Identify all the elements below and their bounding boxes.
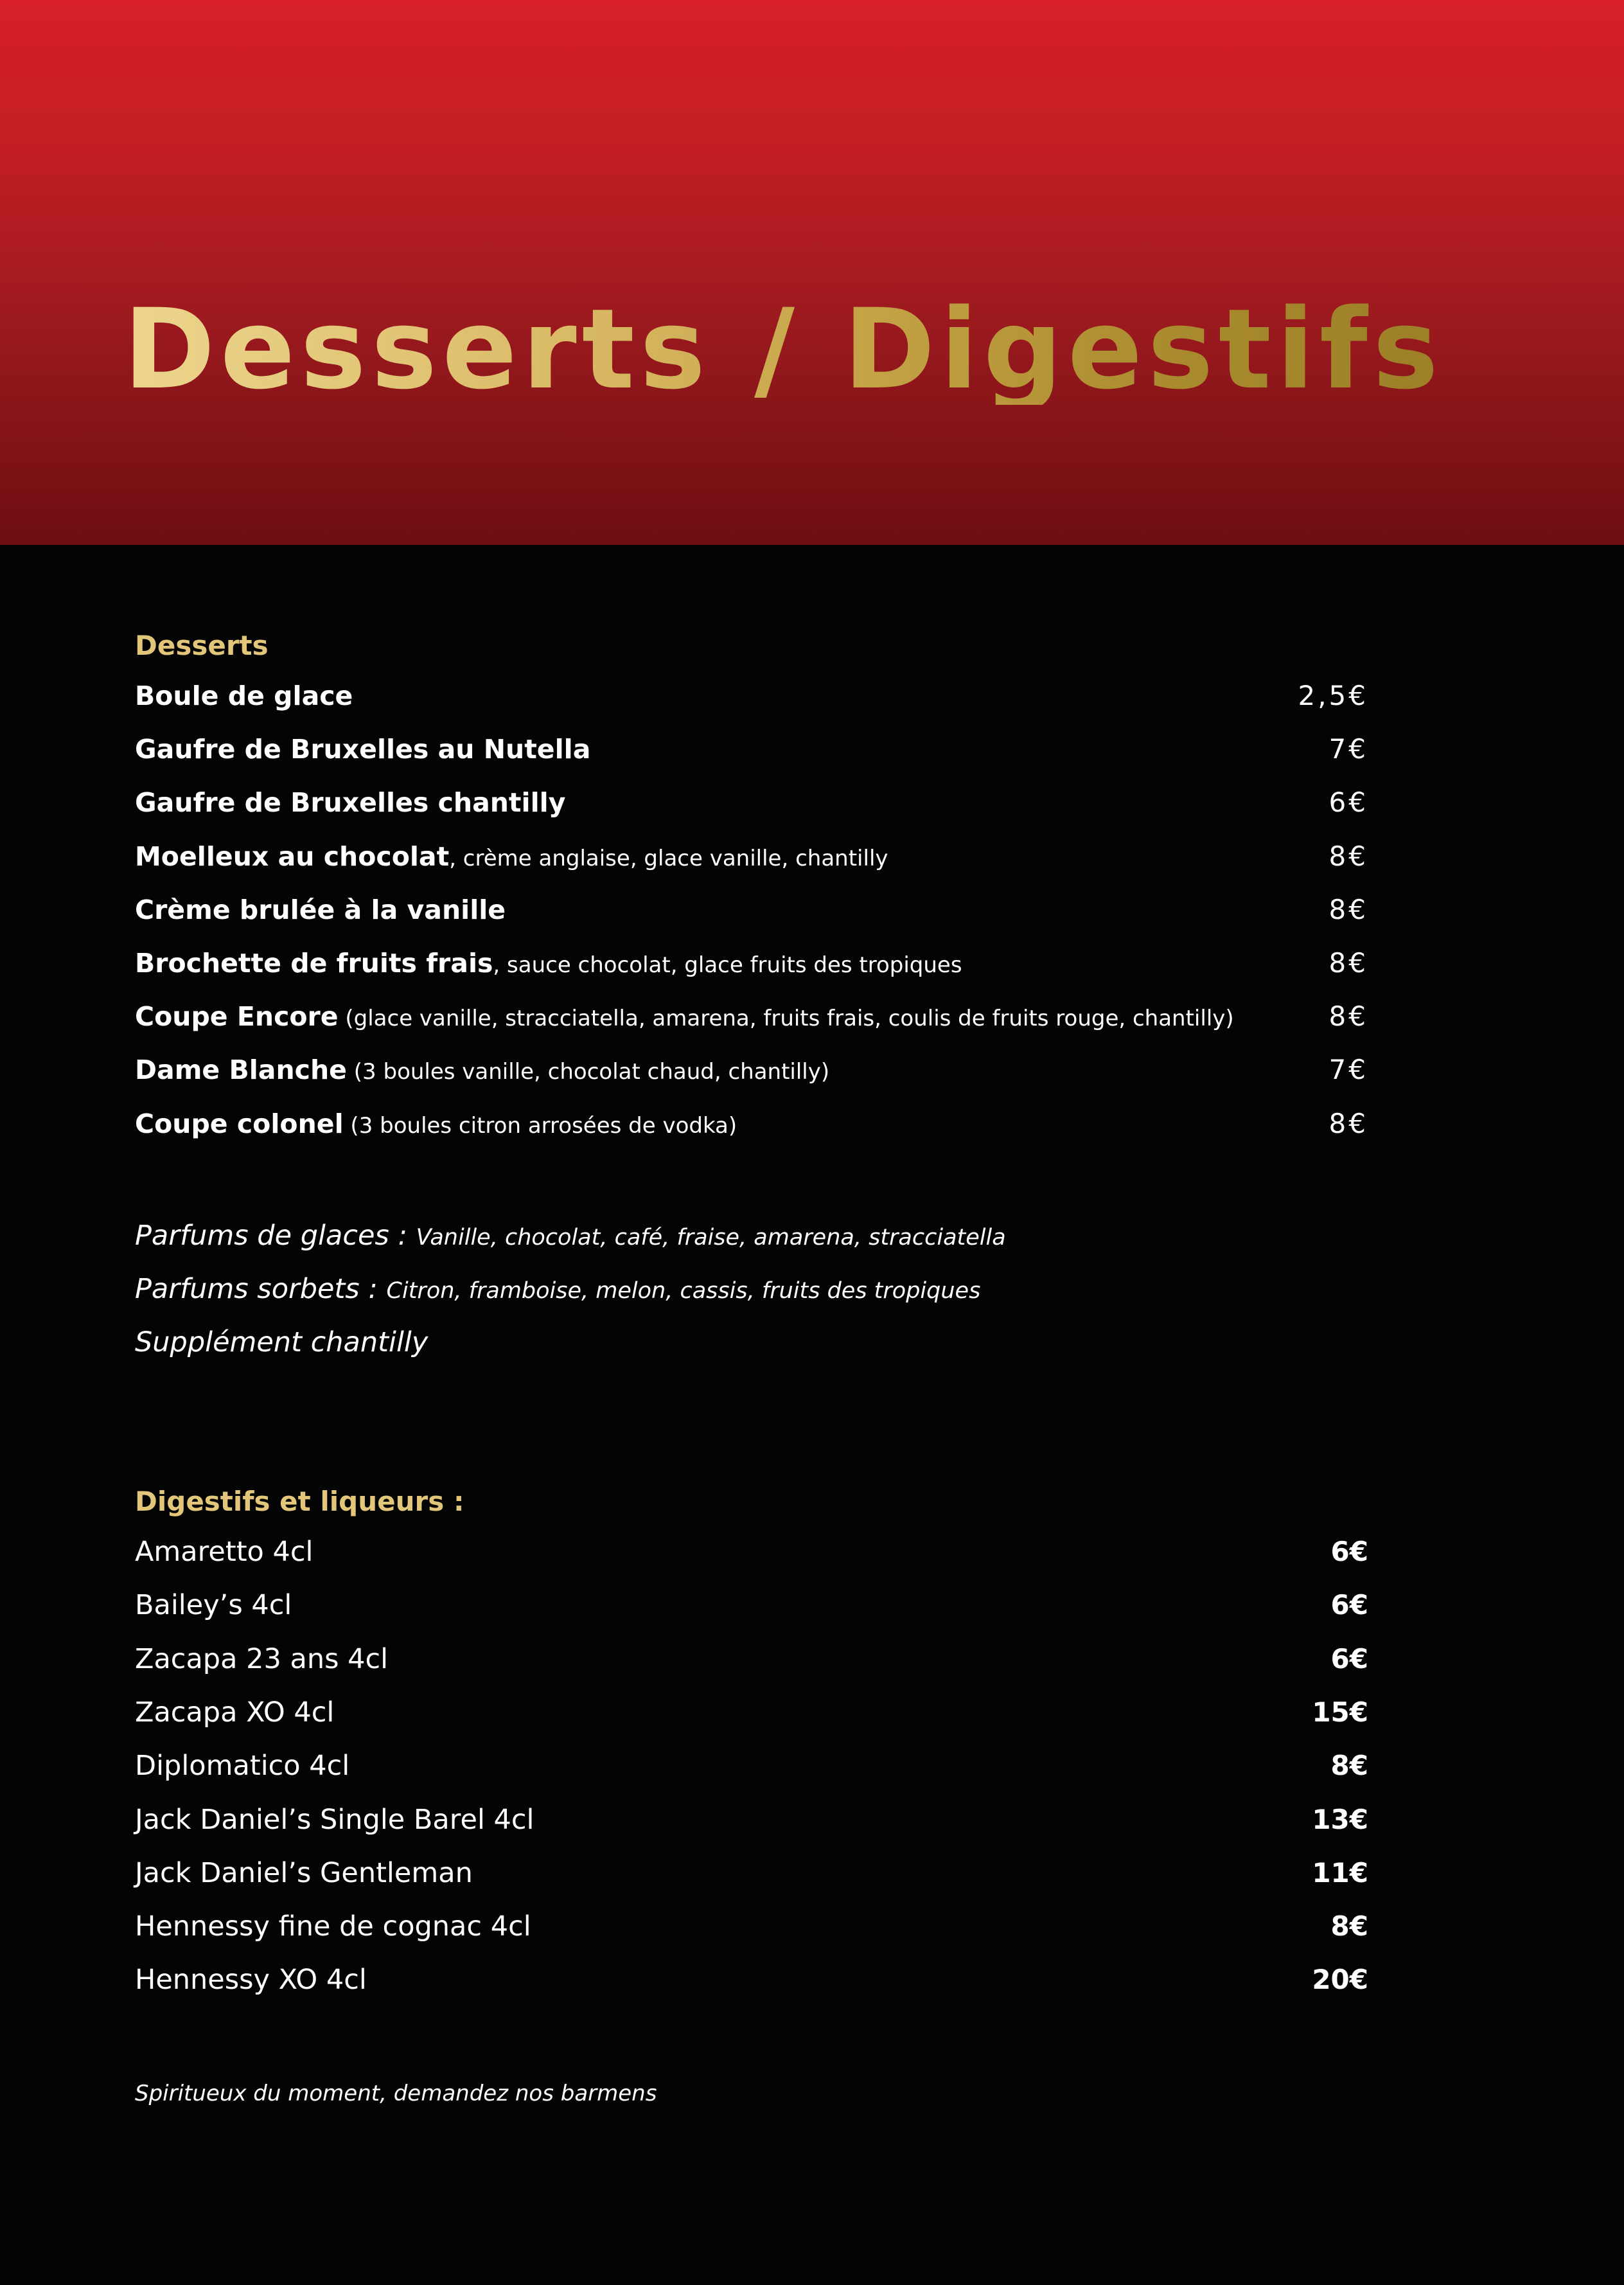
- digestif-item: [135, 1696, 1368, 1735]
- digestif-item: [135, 1750, 1368, 1788]
- digestif-item-price: 11€: [1312, 1856, 1368, 1889]
- digestif-item-name: Hennessy XO 4cl: [135, 1964, 367, 1996]
- dessert-item: [135, 680, 1368, 718]
- dessert-item: [135, 947, 1368, 986]
- dessert-item: [135, 894, 1368, 932]
- digestif-item-price: 6€: [1330, 1589, 1368, 1621]
- flavours-note-label: Parfums de glaces :: [135, 1220, 416, 1252]
- dessert-item-description: (3 boules vanille, chocolat chaud, chantilly): [346, 1059, 830, 1085]
- digestif-item-price: 13€: [1312, 1803, 1368, 1835]
- digestif-item-name: Jack Daniel’s Gentleman: [135, 1856, 473, 1889]
- dessert-item-text: [135, 1108, 737, 1139]
- digestif-item-price: 6€: [1330, 1536, 1368, 1567]
- dessert-item-name: Dame Blanche: [135, 1054, 347, 1086]
- flavours-note: [135, 1220, 1006, 1252]
- digestif-item-name: Amaretto 4cl: [135, 1536, 313, 1568]
- dessert-item: [135, 1108, 1368, 1146]
- digestif-item-name: Zacapa XO 4cl: [135, 1696, 335, 1729]
- dessert-item-name: Gaufre de Bruxelles chantilly: [135, 787, 566, 819]
- header-banner: [0, 0, 1624, 545]
- digestif-item-price: 6€: [1330, 1642, 1368, 1675]
- dessert-item-text: [135, 680, 353, 711]
- digestif-item-name: Zacapa 23 ans 4cl: [135, 1642, 389, 1675]
- dessert-item-text: [135, 1001, 1234, 1032]
- sorbets-note-label: Parfums sorbets :: [135, 1273, 387, 1305]
- digestif-item-price: 20€: [1312, 1964, 1368, 1996]
- dessert-item-price: 2,5€: [1298, 680, 1368, 711]
- digestifs-section-title: Digestifs et liqueurs :: [135, 1486, 464, 1517]
- dessert-item-description: , sauce chocolat, glace fruits des tropiques: [493, 952, 962, 978]
- digestif-item-price: 15€: [1312, 1696, 1368, 1728]
- dessert-item-description: (glace vanille, stracciatella, amarena, fruits frais, coulis de fruits rouge, chantilly): [338, 1006, 1234, 1032]
- dessert-item-name: Brochette de fruits frais: [135, 948, 493, 979]
- dessert-item-price: 8€: [1328, 1107, 1368, 1139]
- digestif-item: [135, 1857, 1368, 1896]
- digestif-item-price: 8€: [1330, 1910, 1368, 1943]
- page-title: Desserts / Digestifs: [123, 285, 1444, 414]
- dessert-item: [135, 733, 1368, 772]
- dessert-item-name: Moelleux au chocolat: [135, 840, 450, 872]
- dessert-item-price: 8€: [1328, 840, 1368, 872]
- digestif-item-name: Jack Daniel’s Single Barel 4cl: [135, 1803, 534, 1836]
- dessert-item-name: Coupe Encore: [135, 1001, 339, 1033]
- dessert-item: [135, 1000, 1368, 1039]
- chantilly-supplement-note: [135, 1326, 428, 1358]
- spirits-footnote: Spiritueux du moment, demandez nos barmens: [135, 2081, 657, 2106]
- dessert-item-price: 6€: [1328, 787, 1368, 819]
- dessert-item: [135, 1054, 1368, 1092]
- digestif-item-name: Hennessy fine de cognac 4cl: [135, 1910, 531, 1943]
- dessert-item: [135, 787, 1368, 825]
- digestif-item-name: Bailey’s 4cl: [135, 1589, 292, 1622]
- digestif-item-name: Diplomatico 4cl: [135, 1750, 350, 1783]
- digestif-item: [135, 1964, 1368, 2002]
- dessert-item-description: (3 boules citron arrosées de vodka): [343, 1112, 737, 1139]
- dessert-item-price: 7€: [1328, 1054, 1368, 1086]
- digestif-item: [135, 1910, 1368, 1949]
- digestif-item: [135, 1589, 1368, 1628]
- sorbets-note-value: Citron, framboise, melon, cassis, fruits des tropiques: [386, 1278, 981, 1304]
- dessert-item-price: 7€: [1328, 733, 1368, 765]
- dessert-item: [135, 840, 1368, 879]
- dessert-item-price: 8€: [1328, 893, 1368, 925]
- digestif-item: [135, 1643, 1368, 1682]
- dessert-item-name: Boule de glace: [135, 680, 353, 711]
- desserts-section-title: Desserts: [135, 630, 269, 661]
- dessert-item-price: 8€: [1328, 947, 1368, 979]
- flavours-note-value: Vanille, chocolat, café, fraise, amarena, stracciatella: [416, 1225, 1006, 1250]
- dessert-item-text: [135, 841, 888, 872]
- dessert-item-text: [135, 787, 565, 818]
- digestif-item: [135, 1536, 1368, 1574]
- chantilly-supplement-label: Supplément chantilly: [135, 1326, 428, 1358]
- dessert-item-description: , crème anglaise, glace vanille, chantilly: [449, 845, 888, 871]
- dessert-item-text: [135, 1054, 829, 1085]
- dessert-item-text: [135, 734, 590, 765]
- dessert-item-name: Crème brulée à la vanille: [135, 894, 506, 925]
- dessert-item-price: 8€: [1328, 1000, 1368, 1033]
- sorbets-note: [135, 1273, 980, 1305]
- dessert-item-text: [135, 894, 506, 925]
- digestif-item: [135, 1804, 1368, 1842]
- digestif-item-price: 8€: [1330, 1750, 1368, 1782]
- dessert-item-name: Coupe colonel: [135, 1108, 344, 1139]
- dessert-item-name: Gaufre de Bruxelles au Nutella: [135, 734, 591, 765]
- dessert-item-text: [135, 948, 962, 979]
